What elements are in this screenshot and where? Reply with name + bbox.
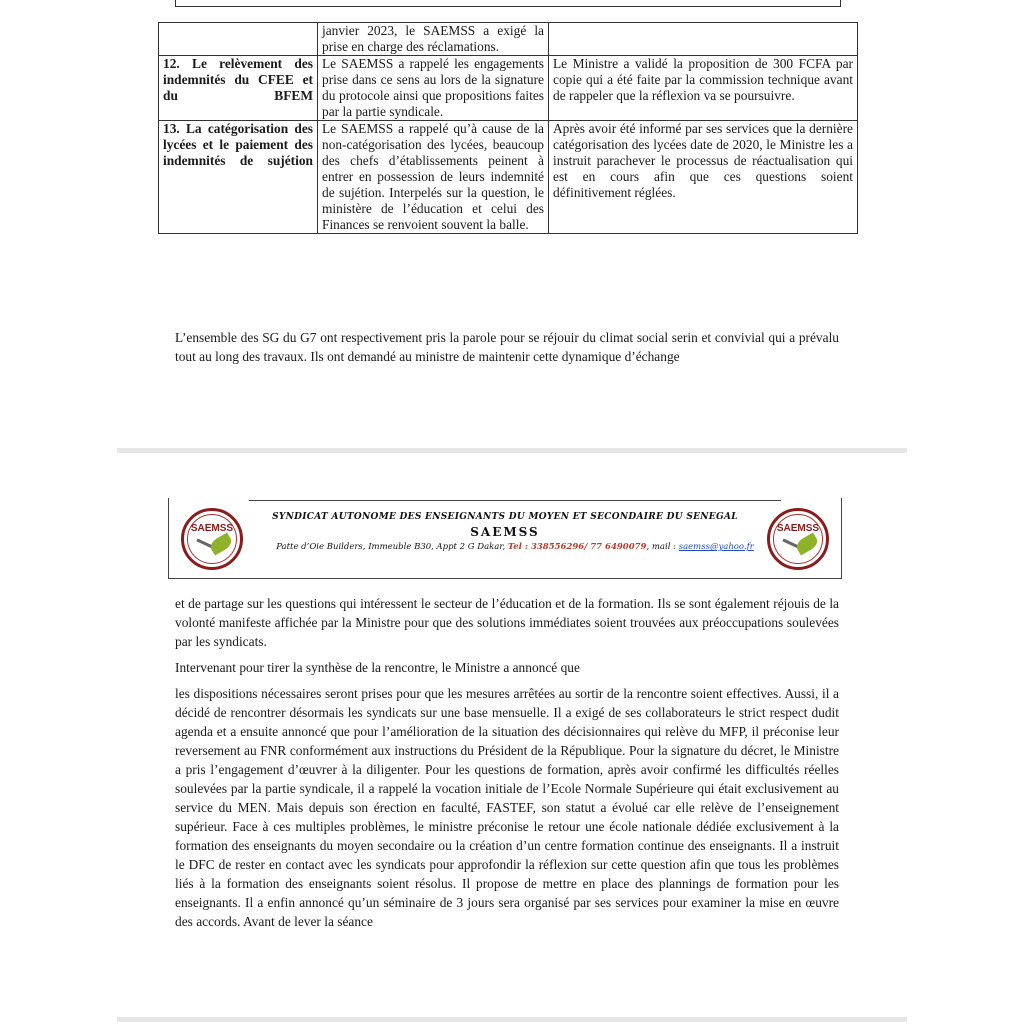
table-row: [159, 121, 858, 234]
topic-cell: [159, 23, 318, 56]
union-acronym: SAEMSS: [470, 525, 540, 539]
address: Patte d’Oie Builders, Immeuble B30, Appt 2 G Dakar,: [276, 542, 508, 552]
logo-text: SAEMSS: [776, 523, 820, 534]
page-separator: [117, 1017, 907, 1022]
mail-label: , mail :: [646, 542, 679, 552]
saemss-cell: Le SAEMSS a rappelé qu’à cause de la non-catégorisation des lycées, beaucoup des chefs d’établissements peinent à entrer en possession de leurs indemnité de sujétion. Interpelés sur la question, le ministère de l’éducation et celui des Finances se renvoient souvent la balle.: [318, 121, 549, 234]
ministre-cell: [549, 23, 858, 56]
page2-paragraph-3: les dispositions nécessaires seront prises pour que les mesures arrêtées au sortir de la rencontre soient effectives. Aussi, il a décidé de rencontrer désormais les syndicats sur une base mensuelle. Il a exigé de ses collaborateurs le strict respect dudit agenda et a ensuite annoncé que pour l’amélioration de la situation des décisionnaires qui relève du MFP, il préconise leur reversement au FNR conformément aux instructions du Président de la République. Pour la signature du décret, le Ministre a pris l’engagement d’œuvrer à la diligenter. Pour les questions de formation, après avoir confirmé les difficultés réelles soulevées par la partie syndicale, il a rappelé la vocation initiale de l’Ecole Normale Supérieure qui était exclusivement au service du MEN. Mais depuis son érection en faculté, FASTEF, son statut a évolué car elle relève de l’enseignement supérieur. Face à ces multiples problèmes, le ministre préconise le retour une école nationale dédiée exclusivement à la formation des enseignants du moyen secondaire ou la création d’un centre formation continue des enseignants. Il a instruit le DFC de rester en contact avec les syndicats pour approfondir la réflexion sur cette question afin que tous les problèmes liés à la formation des enseignants soient résolus. Il propose de mettre en place des plannings de formation pour les enseignants. Il a enfin annoncé qu’un séminaire de 3 jours sera organisé par ses services pour examiner la mise en œuvre des accords. Avant de lever la séance: [175, 686, 839, 929]
saemss-cell: Le SAEMSS a rappelé les engagements prise dans ce sens au lors de la signature du protocole ainsi que propositions faites par la partie syndicale.: [318, 56, 549, 121]
union-name: SYNDICAT AUTONOME DES ENSEIGNANTS DU MOYEN ET SECONDAIRE DU SENEGAL: [272, 512, 738, 522]
logo-text: SAEMSS: [190, 523, 234, 534]
saemss-cell: janvier 2023, le SAEMSS a exigé la prise en charge des réclamations.: [318, 23, 549, 56]
page1-closing-paragraph: L’ensemble des SG du G7 ont respectivement pris la parole pour se réjouir du climat social serin et convivial qui a prévalu tout au long des travaux. Ils ont demandé au ministre de maintenir cette dynamique d’échange: [175, 330, 839, 364]
table-row: [159, 23, 858, 56]
saemss-logo-left: [181, 508, 243, 570]
previous-table-bottom: [175, 0, 841, 7]
ministre-cell: Le Ministre a validé la proposition de 300 FCFA par copie qui a été faite par la commission technique avant de rappeler que la réflexion va se poursuivre.: [549, 56, 858, 121]
saemss-logo-right: [767, 508, 829, 570]
claims-table: [158, 22, 858, 234]
topic-cell: 12. Le relèvement des indemnités du CFEE et du BFEM: [159, 56, 318, 121]
header-rule: [249, 500, 781, 501]
page2-paragraph-2: Intervenant pour tirer la synthèse de la rencontre, le Ministre a annoncé que: [175, 660, 580, 675]
email-link[interactable]: saemss@yahoo.fr: [678, 542, 754, 552]
page2-paragraph-1: et de partage sur les questions qui intéressent le secteur de l’éducation et de la formation. Ils se sont également réjouis de la volonté manifeste affichée par la Ministre pour que des solutions immédiates soient trouvées aux préoccupations soulevées par les syndicats.: [175, 596, 839, 649]
ministre-cell: Après avoir été informé par ses services que la dernière catégorisation des lycées date de 2020, le Ministre les a instruit parachever le processus de réactualisation qui est en cours afin que ces questions soient définitivement réglées.: [549, 121, 858, 234]
topic-cell: 13. La catégorisation des lycées et le paiement des indemnités de sujétion: [159, 121, 318, 234]
tel-label: Tel :: [507, 542, 531, 552]
contact-line: [259, 542, 771, 552]
table-row: [159, 56, 858, 121]
phone-numbers: 338556296/ 77 6490079: [530, 542, 647, 552]
page-separator: [117, 448, 907, 453]
letterhead: [168, 498, 842, 579]
